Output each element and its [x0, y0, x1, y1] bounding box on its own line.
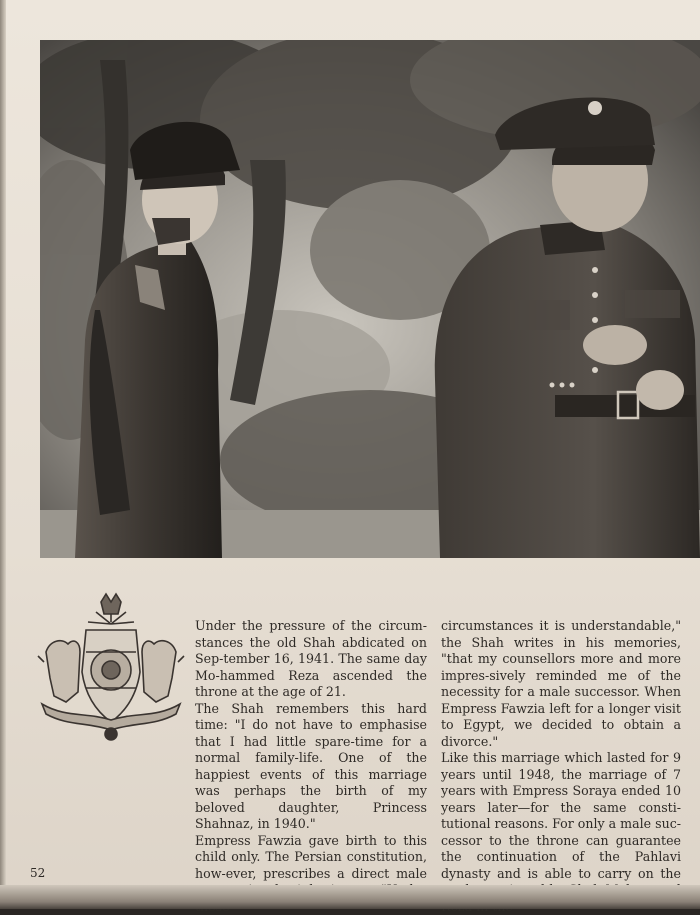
paragraph: Like this marriage which lasted for 9 years until 1948, the marriage of 7 years with Empress Soraya ended 10 years later—for the same consti-tutional reasons. For only a male suc-cessor to the throne can guarantee the continuation of the Pahlavi dynasty and is able to carry on the [441, 750, 681, 915]
historic-photograph [40, 40, 700, 558]
page-number: 52 [30, 866, 45, 880]
paragraph: Under the pressure of the circum-stances the old Shah abdicated on Sep-tember 16, 1941. The same day Mo-hammed Reza ascended the throne at the age of 21. [195, 618, 427, 701]
page-bottom-edge [0, 885, 700, 909]
paragraph: circumstances it is understandable," the Shah writes in his memories, "that my counsellors more and more impres-sively reminded me of the necessity for a male successor. When Empress Fawzia left for a longer visit to Egypt, we decided to obtain a divorce." [441, 618, 681, 750]
paragraph: The Shah remembers this hard time: "I do not have to emphasise that I had little spare-time for a normal family-life. One of the happiest events of this marriage was perhaps the birth of my beloved daughter, Princess Shahnaz, in 1940." [195, 701, 427, 833]
text-column-left [195, 618, 427, 915]
royal-coat-of-arms-icon [36, 592, 186, 744]
page-gutter-shadow [0, 0, 6, 909]
text-column-right [441, 618, 681, 915]
paragraph: Empress Fawzia gave birth to this child only. The Persian constitution, how-ever, prescribes a direct male [195, 833, 427, 915]
